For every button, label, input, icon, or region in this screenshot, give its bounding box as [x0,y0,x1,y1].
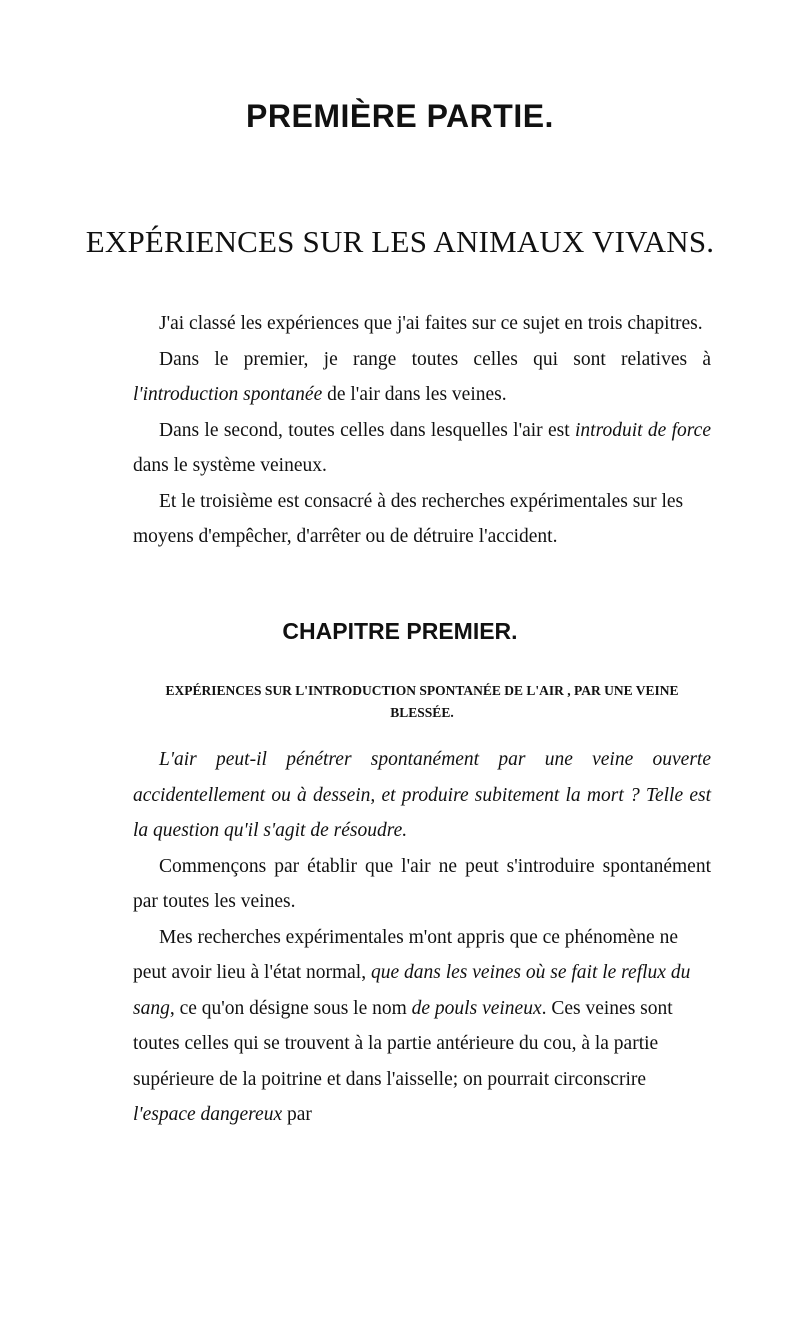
body-paragraph-2-text-c: . Ces veines sont toutes celles qui se trouvent à la partie antérieure du cou, à la partie supérieure de la poitrine et dans l'aisselle; on pourrait circonscrire [133,997,673,1090]
chapter-title: CHAPITRE PREMIER. [282,618,518,644]
body-paragraph-2 [133,920,711,1133]
lead-question: L'air peut-il pénétrer spontanément par une veine ouverte accidentellement ou à dessein, et produire subitement la mort ? Telle est la question qu'il s'agit de résoudre. [133,749,711,841]
intro-paragraph-2 [133,342,711,413]
intro-paragraph-2-emphasis: l'introduction spontanée [133,384,323,405]
body-paragraph-2-text-d: par [282,1104,312,1125]
body-paragraph-2-emphasis-c: l'espace dangereux [133,1104,283,1125]
body-paragraph-2-text-a: Mes recherches expérimentales m'ont appris que ce phénomène ne peut avoir lieu à l'état normal, [133,926,678,983]
intro-paragraph-1: J'ai classé les expériences que j'ai faites sur ce sujet en trois chapitres. [159,313,703,334]
body-paragraph-2-emphasis-b: de pouls veineux [411,997,542,1019]
part-title: PREMIÈRE PARTIE. [246,98,554,134]
body-paragraph-2-emphasis-a: que dans les veines où se fait le reflux du sang [133,962,691,1019]
intro-paragraph-3 [133,413,711,484]
chapter-subtitle: EXPÉRIENCES SUR L'INTRODUCTION SPONTANÉE DE L'AIR , PAR UNE VEINE BLESSÉE. [165,683,679,720]
intro-paragraph-3-text: Dans le second, toutes celles dans lesquelles l'air est [159,419,576,441]
body-paragraph-2-text-b: , ce qu'on désigne sous le nom [169,997,412,1019]
chapter-body [133,742,711,1133]
intro-paragraph-3-text-end: dans le système veineux. [133,455,327,476]
intro-paragraph-3-emphasis: introduit de force [575,419,711,441]
intro-text [133,306,711,555]
section-title: EXPÉRIENCES SUR LES ANIMAUX VIVANS. [85,224,715,259]
intro-paragraph-2-text-end: de l'air dans les veines. [322,384,507,405]
intro-paragraph-2-text: Dans le premier, je range toutes celles qui sont relatives à [159,348,711,370]
body-paragraph-1: Commençons par établir que l'air ne peut s'introduire spontanément par toutes les veines. [133,855,711,912]
intro-paragraph-4: Et le troisième est consacré à des recherches expérimentales sur les moyens d'empêcher, d'arrêter ou de détruire l'accident. [133,490,684,547]
